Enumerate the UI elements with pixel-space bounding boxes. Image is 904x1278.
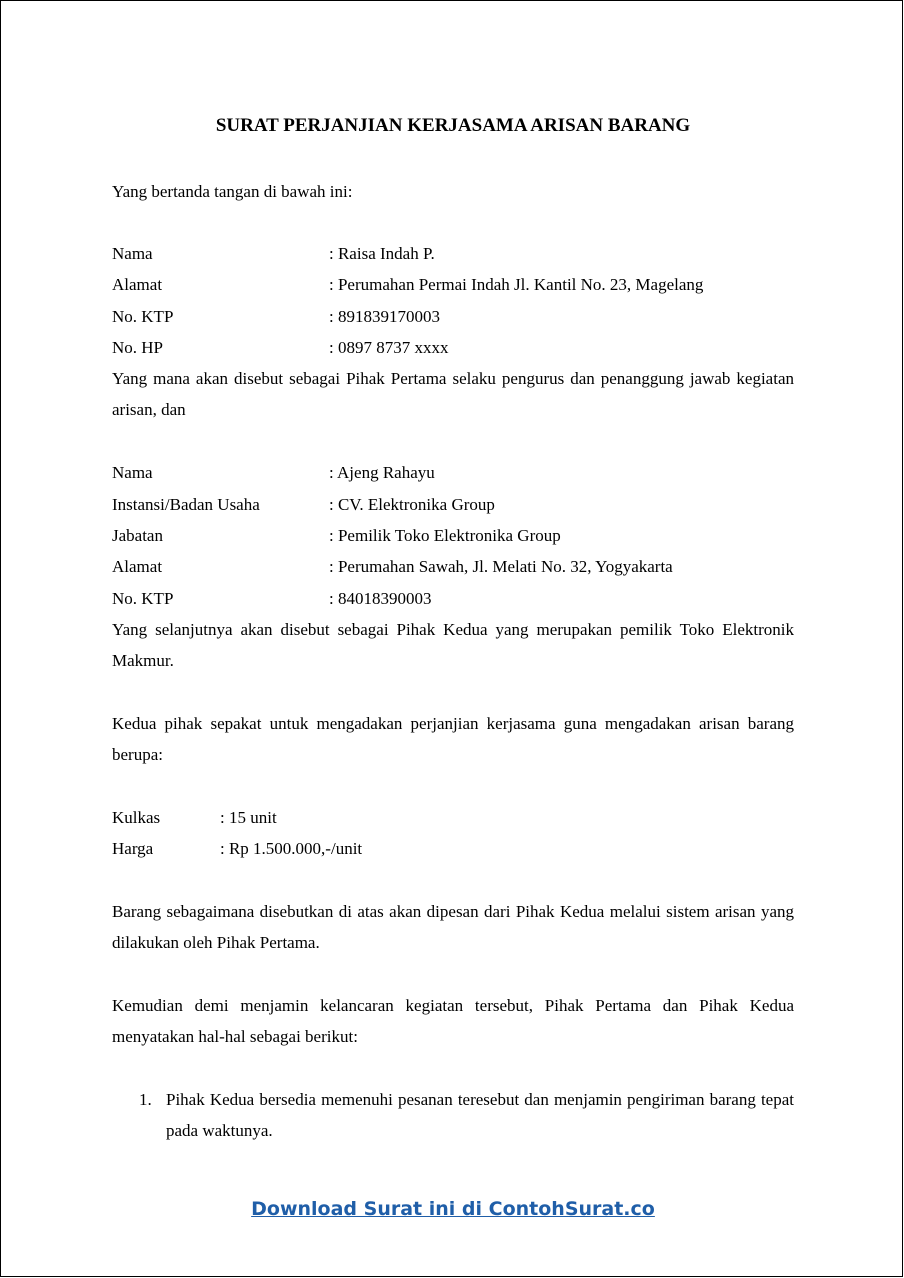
goods-value: : Rp 1.500.000,-/unit [220, 839, 363, 858]
party1-row [112, 244, 794, 264]
agreement-intro: Kedua pihak sepakat untuk mengadakan perjanjian kerjasama guna mengadakan arisan barang berupa: [112, 714, 794, 765]
party2-row [112, 463, 794, 483]
field-value: : Ajeng Rahayu [329, 463, 435, 482]
party1-row [112, 338, 794, 358]
opening-line: Yang bertanda tangan di bawah ini: [112, 182, 353, 201]
field-value: : CV. Elektronika Group [329, 495, 495, 514]
goods-value: : 15 unit [220, 808, 277, 827]
party1-description: Yang mana akan disebut sebagai Pihak Pertama selaku pengurus dan penanggung jawab kegiatan arisan, dan [112, 369, 794, 420]
goods-note: Barang sebagaimana disebutkan di atas akan dipesan dari Pihak Kedua melalui sistem arisan yang dilakukan oleh Pihak Pertama. [112, 902, 794, 953]
goods-label: Kulkas [112, 808, 161, 827]
field-label: Alamat [112, 275, 163, 294]
document-title: SURAT PERJANJIAN KERJASAMA ARISAN BARANG [215, 115, 691, 136]
list-text: Pihak Kedua bersedia memenuhi pesanan teresebut dan menjamin pengiriman barang tepat pada waktunya. [166, 1090, 794, 1141]
party2-description: Yang selanjutnya akan disebut sebagai Pihak Kedua yang merupakan pemilik Toko Elektronik Makmur. [112, 620, 794, 671]
list-number: 1. [139, 1090, 152, 1109]
party2-row [112, 557, 794, 577]
goods-row [112, 839, 794, 859]
party2-row [112, 495, 794, 515]
field-label: Nama [112, 463, 153, 482]
field-label: Nama [112, 244, 153, 263]
field-label: Instansi/Badan Usaha [112, 495, 260, 514]
party1-row [112, 307, 794, 327]
statement-intro: Kemudian demi menjamin kelancaran kegiatan tersebut, Pihak Pertama dan Pihak Kedua menyatakan hal-hal sebagai berikut: [112, 996, 794, 1047]
field-label: Alamat [112, 557, 163, 576]
field-value: : Raisa Indah P. [329, 244, 435, 263]
goods-row [112, 808, 794, 828]
field-label: Jabatan [112, 526, 163, 545]
field-label: No. KTP [112, 307, 174, 326]
field-value: : Pemilik Toko Elektronika Group [329, 526, 561, 545]
party1-row [112, 275, 794, 295]
party2-row [112, 589, 794, 609]
field-value: : 891839170003 [329, 307, 440, 326]
field-value: : 84018390003 [329, 589, 432, 608]
party2-row [112, 526, 794, 546]
field-value: : Perumahan Permai Indah Jl. Kantil No. 23, Magelang [329, 275, 704, 294]
download-link[interactable]: Download Surat ini di ContohSurat.co [251, 1198, 655, 1220]
field-label: No. HP [112, 338, 164, 357]
field-value: : Perumahan Sawah, Jl. Melati No. 32, Yogyakarta [329, 557, 673, 576]
field-label: No. KTP [112, 589, 174, 608]
field-value: : 0897 8737 xxxx [329, 338, 449, 357]
goods-label: Harga [112, 839, 154, 858]
